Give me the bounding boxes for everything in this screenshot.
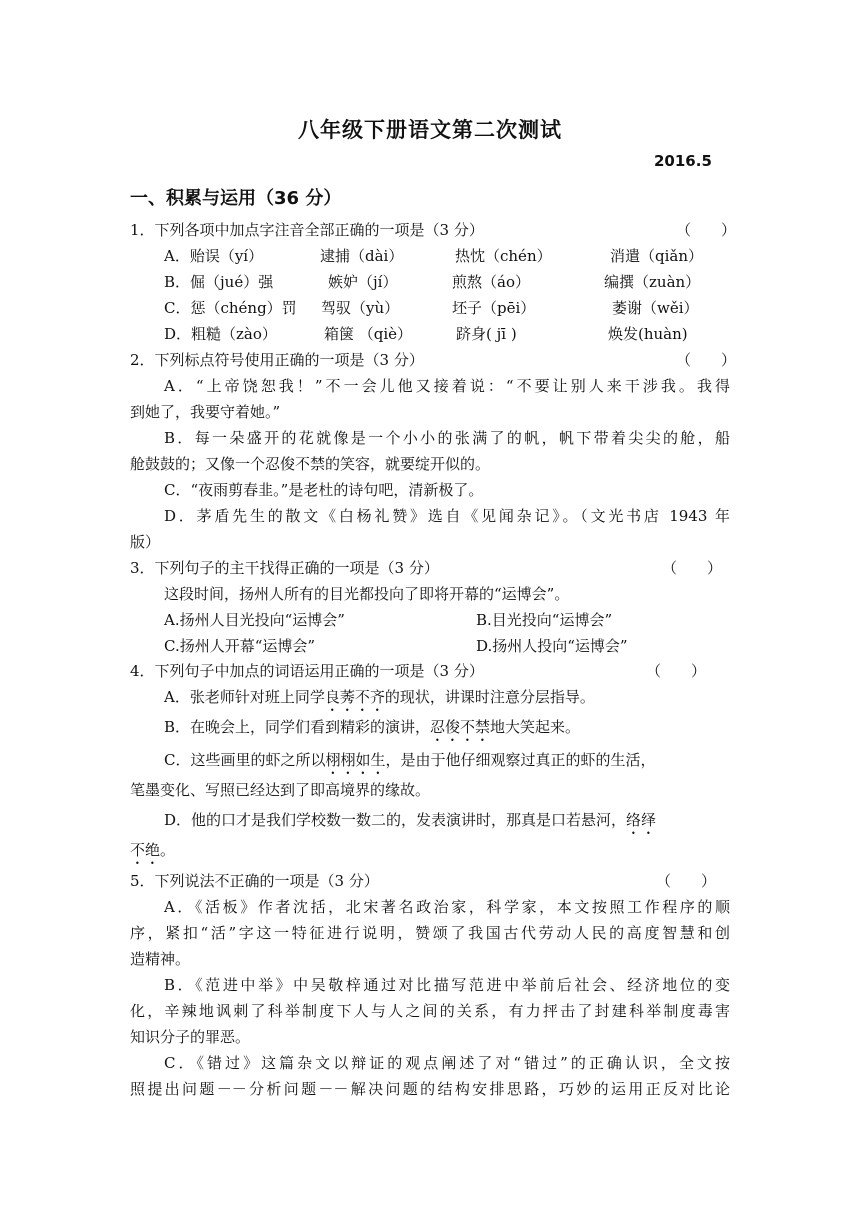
- q1-option-d-1: D．粗糙（zào）: [164, 325, 277, 343]
- q1-option-a-4: 消遣（qiǎn）: [610, 247, 704, 265]
- q1-option-d-2: 箱箧 （qiè）: [324, 325, 413, 343]
- question-3-stem: 3．下列句子的主干找得正确的一项是（3 分）: [130, 559, 439, 577]
- q5-option-b-cont: 化，辛辣地讽刺了科举制度下人与人之间的关系，有力抨击了封建科举制度毒害: [130, 1002, 730, 1020]
- dotted-idiom: 栩栩如生: [325, 751, 386, 769]
- q5-option-a-cont: 序，紧扣“活”字这一特征进行说明，赞颂了我国古代劳动人民的高度智慧和创: [130, 924, 730, 942]
- q1-option-b-3: 煎熬（áo）: [452, 273, 530, 291]
- q1-option-c-4: 萎谢（wěi）: [612, 299, 699, 317]
- q1-option-b-4: 编撰（zuàn）: [604, 273, 701, 291]
- q5-option-a: A．《活板》作者沈括，北宋著名政治家，科学家，本文按照工作程序的顺: [164, 898, 730, 916]
- q4-d-text-end: 。: [160, 841, 176, 859]
- dotted-idiom: 良莠不齐: [324, 688, 385, 706]
- q4-option-c: [164, 750, 764, 778]
- q1-option-a-1: A．贻误（yí）: [164, 247, 264, 265]
- section-heading: 一、积累与运用（36 分）: [130, 188, 342, 209]
- q4-option-b: [164, 717, 764, 745]
- q5-option-b-end: 知识分子的罪恶。: [130, 1028, 251, 1046]
- q2-option-d: D．茅盾先生的散文《白杨礼赞》选自《见闻杂记》。（文光书店 1943 年: [164, 507, 730, 525]
- q2-option-c: C．“夜雨剪春韭。”是老杜的诗句吧，清新极了。: [164, 481, 484, 499]
- q3-option-c: C.扬州人开幕“运博会”: [164, 637, 316, 655]
- q1-option-c-1: C．惩（chéng）罚: [164, 299, 297, 317]
- q4-option-d: [164, 810, 764, 838]
- answer-blank: （ ）: [676, 221, 737, 239]
- q3-option-d: D.扬州人投向“运博会”: [476, 637, 628, 655]
- q1-option-d-3: 跻身( jī ): [456, 325, 517, 343]
- q4-option-c-cont: 笔墨变化、写照已经达到了即高境界的缘故。: [130, 781, 431, 799]
- q2-option-d-cont: 版）: [130, 533, 161, 551]
- q4-d-text: D．他的口才是我们学校数一数二的，发表演讲时，那真是口若悬河，: [164, 811, 627, 829]
- q2-option-b-cont: 舱鼓鼓的；又像一个忍俊不禁的笑容，就要绽开似的。: [130, 455, 491, 473]
- q4-option-d-cont: [130, 840, 730, 868]
- q4-b-text: B．在晚会上，同学们看到精彩的演讲，: [164, 718, 431, 736]
- q1-option-b-1: B．倔（jué）强: [164, 273, 274, 291]
- dotted-idiom: 忍俊不禁: [430, 718, 491, 736]
- q3-sentence: 这段时间，扬州人所有的目光都投向了即将开幕的“运博会”。: [164, 585, 570, 603]
- q5-option-b: B．《范进中举》中吴敬梓通过对比描写范进中举前后社会、经济地位的变: [164, 976, 730, 994]
- q1-option-a-2: 逮捕（dài）: [320, 247, 404, 265]
- q4-b-text-end: 地大笑起来。: [490, 718, 581, 736]
- q4-a-text-end: 的现状，讲课时注意分层指导。: [384, 688, 595, 706]
- q5-option-c-cont: 照提出问题－－分析问题－－解决问题的结构安排思路，巧妙的运用正反对比论: [130, 1080, 730, 1098]
- q1-option-d-4: 焕发(huàn): [608, 325, 688, 343]
- answer-blank: （ ）: [646, 662, 707, 680]
- q1-option-c-2: 驾驭（yù）: [321, 299, 400, 317]
- q2-option-b: B．每一朵盛开的花就像是一个小小的张满了的帆，帆下带着尖尖的舱，船: [164, 429, 730, 447]
- dotted-idiom-cont: 不绝: [130, 841, 161, 859]
- q5-option-c: C．《错过》这篇杂文以辩证的观点阐述了对“错过”的正确认识，全文按: [164, 1054, 730, 1072]
- question-4-stem: 4．下列句子中加点的词语运用正确的一项是（3 分）: [130, 662, 484, 680]
- q1-option-b-2: 嫉妒（jí）: [328, 273, 398, 291]
- q4-c-text: C．这些画里的虾之所以: [164, 751, 326, 769]
- q4-a-text: A．张老师针对班上同学: [164, 688, 325, 706]
- q3-option-a: A.扬州人目光投向“运博会”: [164, 611, 345, 629]
- dotted-idiom: 络绎: [626, 811, 657, 829]
- q1-option-a-3: 热忱（chén）: [455, 247, 552, 265]
- q4-c-text-end: ，是由于他仔细观察过真正的虾的生活，: [385, 751, 656, 769]
- answer-blank: （ ）: [656, 872, 717, 890]
- question-2-stem: 2．下列标点符号使用正确的一项是（3 分）: [130, 351, 424, 369]
- question-1-stem: 1．下列各项中加点字注音全部正确的一项是（3 分）: [130, 221, 484, 239]
- question-5-stem: 5．下列说法不正确的一项是（3 分）: [130, 872, 379, 890]
- q5-option-a-end: 造精神。: [130, 950, 191, 968]
- q4-option-a: [164, 687, 764, 715]
- q2-option-a: A．“上帝饶恕我！”不一会儿他又接着说：“不要让别人来干涉我。我得: [164, 377, 730, 395]
- answer-blank: （ ）: [676, 351, 737, 369]
- test-date: 2016.5: [654, 152, 712, 170]
- q2-option-a-cont: 到她了，我要守着她。”: [130, 403, 281, 421]
- q1-option-c-3: 坯子（pēi）: [452, 299, 536, 317]
- q3-option-b: B.目光投向“运博会”: [476, 611, 613, 629]
- page-title: 八年级下册语文第二次测试: [298, 118, 562, 142]
- answer-blank: （ ）: [662, 559, 723, 577]
